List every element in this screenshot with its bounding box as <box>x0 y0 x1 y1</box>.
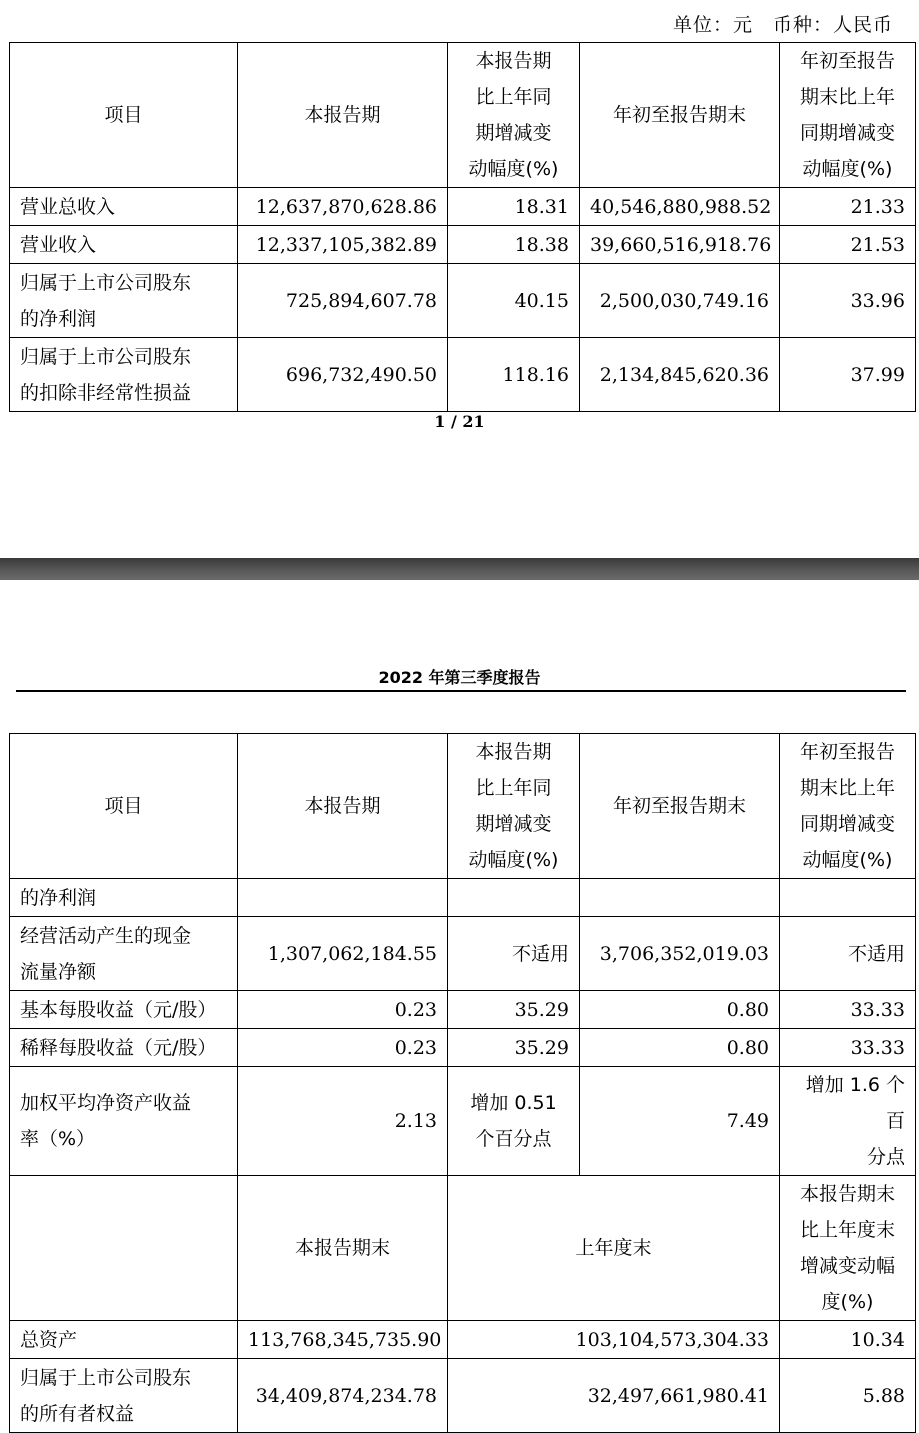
header-rule <box>16 690 906 692</box>
cell-ytd-change: 37.99 <box>780 338 916 412</box>
header-line: 本报告期末 <box>799 1183 895 1205</box>
cell-ytd-change: 33.33 <box>780 991 916 1029</box>
header-line: 年初至报告 <box>799 741 895 763</box>
cell-current: 0.23 <box>238 1029 448 1067</box>
document-page-2 <box>0 580 919 1425</box>
cell-ytd: 40,546,880,988.52 <box>580 188 780 226</box>
cell-ytd-change: 21.33 <box>780 188 916 226</box>
cell-period-end: 113,768,345,735.90 <box>238 1321 448 1359</box>
cell-current-change: 40.15 <box>448 264 580 338</box>
cell-current-change: 不适用 <box>448 917 580 991</box>
cell-current: 2.13 <box>238 1067 448 1176</box>
table-row <box>10 338 916 412</box>
row-item <box>10 226 238 264</box>
header-line: 期增减变 <box>475 813 552 835</box>
header-line: 同期增减变 <box>799 122 895 144</box>
table-row <box>10 1359 916 1433</box>
header-line: 期增减变 <box>475 122 552 144</box>
table-row <box>10 188 916 226</box>
header-ytd: 年初至报告期末 <box>580 43 780 188</box>
row-item <box>10 1359 238 1433</box>
cell-current-change: 18.38 <box>448 226 580 264</box>
cell-empty <box>780 879 916 917</box>
row-item <box>10 264 238 338</box>
cell-ytd-change: 33.96 <box>780 264 916 338</box>
header-current-change <box>448 43 580 188</box>
item-line: 归属于上市公司股东 <box>20 345 192 368</box>
report-title: 2022 年第三季度报告 <box>378 668 541 687</box>
header-line: 增减变动幅 <box>799 1255 895 1277</box>
header-current-change <box>448 734 580 879</box>
cell-line: 增加 0.51 <box>470 1092 557 1114</box>
cell-ytd: 2,134,845,620.36 <box>580 338 780 412</box>
table-row <box>10 1067 916 1176</box>
cell-empty <box>448 879 580 917</box>
cell-ytd-change: 21.53 <box>780 226 916 264</box>
header-line: 比上年同 <box>475 777 552 799</box>
table-row <box>10 264 916 338</box>
table-row <box>10 917 916 991</box>
cell-current-change: 18.31 <box>448 188 580 226</box>
cell-ytd: 3,706,352,019.03 <box>580 917 780 991</box>
financial-table-page-1 <box>9 42 916 412</box>
header-line: 年初至报告 <box>799 50 895 72</box>
item-line: 流量净额 <box>20 960 97 983</box>
item-line: 营业总收入 <box>20 195 116 218</box>
unit-currency-note: 单位：元 币种：人民币 <box>672 14 893 36</box>
page-number: 1 / 21 <box>434 412 485 431</box>
row-item: 总资产 <box>10 1321 238 1359</box>
row-item: 稀释每股收益（元/股） <box>10 1029 238 1067</box>
item-line: 的净利润 <box>20 307 97 330</box>
cell-current-change <box>448 1067 580 1176</box>
header-line: 动幅度(%) <box>802 158 893 180</box>
item-line: 加权平均净资产收益 <box>20 1092 192 1114</box>
header-line: 同期增减变 <box>799 813 895 835</box>
header-line: 本报告期 <box>475 50 552 72</box>
row-item: 的净利润 <box>10 879 238 917</box>
document-page-1 <box>0 0 919 558</box>
item-line: 营业收入 <box>20 233 97 256</box>
header-line: 期末比上年 <box>799 777 895 799</box>
financial-table-page-2 <box>9 733 916 1433</box>
cell-ytd-change: 33.33 <box>780 1029 916 1067</box>
cell-line: 分点 <box>866 1146 905 1168</box>
header-line: 动幅度(%) <box>468 158 559 180</box>
cell-empty <box>238 879 448 917</box>
item-line: 归属于上市公司股东 <box>20 271 192 294</box>
header-period-end: 本报告期末 <box>238 1176 448 1321</box>
cell-line: 增加 1.6 个百 <box>805 1074 905 1132</box>
row-item: 基本每股收益（元/股） <box>10 991 238 1029</box>
table-row <box>10 1029 916 1067</box>
row-item <box>10 917 238 991</box>
cell-balance-change: 5.88 <box>780 1359 916 1433</box>
table-header-row <box>10 734 916 879</box>
table-row <box>10 1321 916 1359</box>
item-line: 经营活动产生的现金 <box>20 924 192 947</box>
cell-prior-year-end: 32,497,661,980.41 <box>448 1359 780 1433</box>
header-prior-year-end: 上年度末 <box>448 1176 780 1321</box>
header-item: 项目 <box>10 43 238 188</box>
header-line: 动幅度(%) <box>468 849 559 871</box>
header-line: 动幅度(%) <box>802 849 893 871</box>
cell-line: 个百分点 <box>475 1128 552 1150</box>
cell-empty <box>10 1176 238 1321</box>
row-item <box>10 1067 238 1176</box>
cell-current: 696,732,490.50 <box>238 338 448 412</box>
header-current-period: 本报告期 <box>238 43 448 188</box>
header-item: 项目 <box>10 734 238 879</box>
header-line: 本报告期 <box>475 741 552 763</box>
page-separator <box>0 558 919 580</box>
cell-current-change: 35.29 <box>448 991 580 1029</box>
cell-current-change: 118.16 <box>448 338 580 412</box>
cell-current: 0.23 <box>238 991 448 1029</box>
cell-ytd: 39,660,516,918.76 <box>580 226 780 264</box>
balance-header-row <box>10 1176 916 1321</box>
cell-current: 12,337,105,382.89 <box>238 226 448 264</box>
cell-ytd: 7.49 <box>580 1067 780 1176</box>
item-line: 率（%） <box>20 1128 96 1150</box>
cell-ytd-change <box>780 1067 916 1176</box>
cell-ytd: 0.80 <box>580 991 780 1029</box>
cell-period-end: 34,409,874,234.78 <box>238 1359 448 1433</box>
cell-current: 725,894,607.78 <box>238 264 448 338</box>
item-line: 的所有者权益 <box>20 1402 135 1425</box>
header-line: 度(%) <box>821 1291 874 1313</box>
cell-ytd-change: 不适用 <box>780 917 916 991</box>
header-line: 比上年同 <box>475 86 552 108</box>
header-current-period: 本报告期 <box>238 734 448 879</box>
item-line: 的扣除非经常性损益 <box>20 381 192 404</box>
cell-current-change: 35.29 <box>448 1029 580 1067</box>
header-ytd-change <box>780 43 916 188</box>
header-ytd: 年初至报告期末 <box>580 734 780 879</box>
item-line: 归属于上市公司股东 <box>20 1366 192 1389</box>
cell-balance-change: 10.34 <box>780 1321 916 1359</box>
table-row <box>10 226 916 264</box>
cell-current: 1,307,062,184.55 <box>238 917 448 991</box>
table-row <box>10 879 916 917</box>
cell-current: 12,637,870,628.86 <box>238 188 448 226</box>
table-header-row <box>10 43 916 188</box>
row-item <box>10 188 238 226</box>
header-balance-change <box>780 1176 916 1321</box>
cell-prior-year-end: 103,104,573,304.33 <box>448 1321 780 1359</box>
cell-empty <box>580 879 780 917</box>
table-row <box>10 991 916 1029</box>
cell-ytd: 0.80 <box>580 1029 780 1067</box>
header-ytd-change <box>780 734 916 879</box>
row-item <box>10 338 238 412</box>
header-line: 比上年度末 <box>799 1219 895 1241</box>
cell-ytd: 2,500,030,749.16 <box>580 264 780 338</box>
header-line: 期末比上年 <box>799 86 895 108</box>
